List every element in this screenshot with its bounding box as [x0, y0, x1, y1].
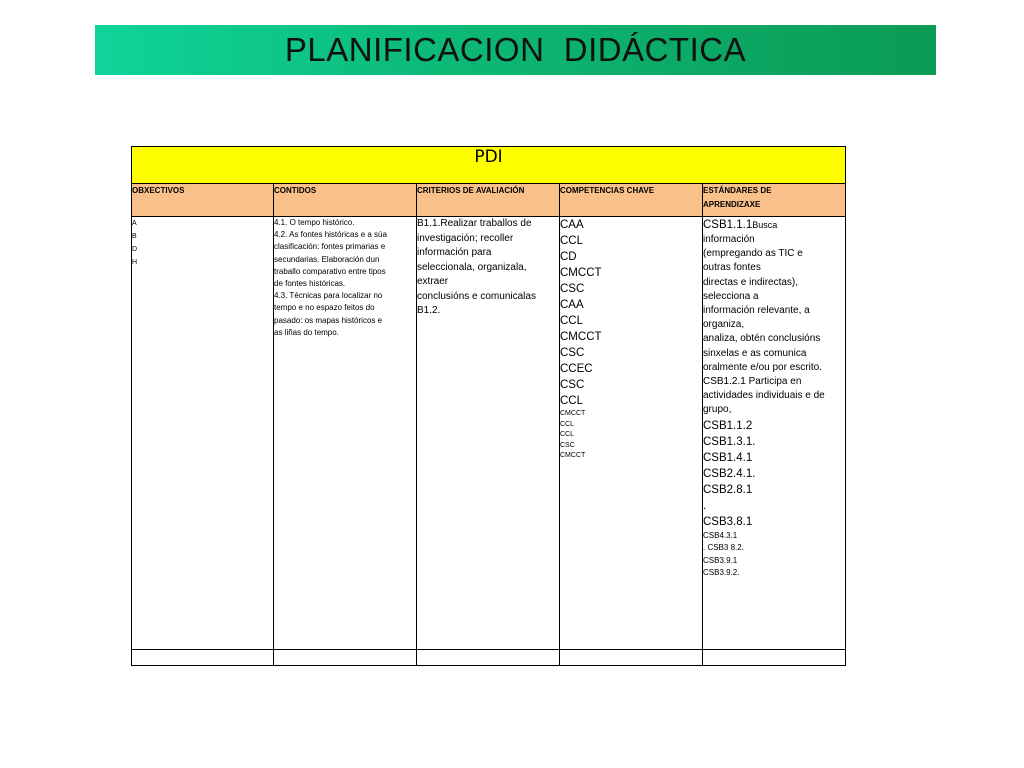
competence-item-small: CCL [560, 420, 575, 428]
content-line: secundarias. Elaboración dun [274, 254, 380, 264]
standards-cell [703, 217, 846, 650]
standard-text-line: sinxelas e as comunica [703, 347, 807, 359]
standard-code-small: . CSB3 8.2. [703, 543, 744, 553]
standard-code-line: CSB2.8.1 [703, 483, 753, 496]
empty-row [132, 650, 846, 666]
standard-text-line: directas e indirectas), [703, 276, 799, 288]
standard-first-word: Busca [752, 220, 778, 230]
standard-first-line [703, 217, 845, 233]
standard-code-line: CSB1.4.1 [703, 451, 753, 464]
empty-cell [274, 650, 417, 666]
content-line: 4.1. O tempo histórico. [274, 218, 355, 227]
standard-text-line: información [703, 234, 755, 245]
contents-cell [274, 217, 417, 650]
content-line: tempo e no espazo feitos do [274, 303, 375, 313]
competence-item: CCL [560, 315, 584, 327]
content-line: as liñas do tempo. [274, 327, 339, 337]
competence-item: CMCCT [560, 331, 602, 343]
content-line: clasificación: fontes primarias e [274, 242, 386, 252]
header-contents: CONTIDOS [274, 184, 417, 217]
empty-cell [703, 650, 846, 666]
criteria-line: investigación; recoller [417, 232, 514, 244]
standard-code-line: . [703, 499, 707, 512]
planning-table [131, 146, 846, 666]
standard-text-line: outras fontes [703, 262, 761, 274]
header-competences: COMPETENCIAS CHAVE [560, 184, 703, 217]
competence-item: CAA [560, 219, 584, 231]
criteria-line: B1.1.Realizar traballos de [417, 218, 532, 229]
criteria-cell [417, 217, 560, 650]
objective-item: A [132, 220, 137, 227]
objective-item: H [132, 259, 138, 266]
header-standards-line2: APRENDIZAXE [703, 200, 761, 209]
competence-item: CAA [560, 299, 584, 311]
objective-item: D [132, 246, 138, 253]
empty-cell [560, 650, 703, 666]
competences-cell [560, 217, 703, 650]
standard-code-line: CSB1.1.2 [703, 419, 753, 432]
criteria-line: extraer [417, 276, 449, 287]
header-standards [703, 184, 846, 217]
content-row [132, 217, 846, 650]
criteria-line: seleccionala, organizala, [417, 261, 527, 273]
standard-code-line: CSB3.8.1 [703, 515, 753, 528]
standard-text-line: actividades individuais e de [703, 390, 825, 402]
objective-item: B [132, 233, 137, 240]
standard-text-line: oralmente e/ou por escrito. [703, 361, 822, 373]
standard-text-line: CSB1.2.1 Participa en [703, 376, 802, 388]
standard-code-line: CSB2.4.1. [703, 467, 756, 480]
subject-row [132, 147, 846, 184]
competence-item: CCL [560, 235, 584, 247]
header-criteria: CRITERIOS DE AVALIACIÓN [417, 184, 560, 217]
objectives-cell [132, 217, 274, 650]
content-line: traballo comparativo entre tipos [274, 266, 386, 276]
criteria-line: información para [417, 247, 492, 258]
empty-cell [417, 650, 560, 666]
header-row [132, 184, 846, 217]
standard-text-line: organiza, [703, 319, 745, 331]
standard-text-line: (empregando as TIC e [703, 248, 803, 260]
header-standards-line1: ESTÁNDARES DE [703, 186, 772, 195]
standard-code-line: CSB1.3.1. [703, 435, 756, 448]
content-line: de fontes históricas. [274, 279, 346, 289]
competence-item: CSC [560, 283, 585, 295]
standard-code-small: CSB4.3.1 [703, 530, 738, 540]
subject-title: PDI [132, 147, 846, 184]
content-line: pasado: os mapas históricos e [274, 315, 383, 325]
standard-text-line: información relevante, a [703, 305, 810, 317]
standard-text-line: grupo, [703, 404, 732, 416]
competence-item-small: CMCCT [560, 452, 586, 459]
competence-item: CSC [560, 347, 585, 359]
competence-item-small: CMCCT [560, 410, 586, 417]
content-line: 4.2. As fontes históricas e a súa [274, 230, 387, 240]
competence-item: CCL [560, 395, 584, 407]
standard-text-line: selecciona a [703, 290, 759, 302]
competence-item: CSC [560, 379, 585, 391]
page-title: PLANIFICACION DIDÁCTICA [284, 31, 747, 68]
standard-text-line: analiza, obtén conclusións [703, 333, 821, 345]
standard-code-small: CSB3.9.2. [703, 568, 740, 578]
title-banner [95, 25, 936, 75]
content-line: 4.3. Técnicas para localizar no [274, 291, 383, 301]
header-objectives: OBXECTIVOS [132, 184, 274, 217]
competence-item: CD [560, 251, 577, 263]
criteria-line: conclusións e comunicalas [417, 290, 536, 302]
competence-item: CMCCT [560, 267, 602, 279]
empty-cell [132, 650, 274, 666]
criteria-line: B1.2. [417, 305, 441, 316]
competence-item: CCEC [560, 363, 593, 375]
competence-item-small: CSC [560, 441, 575, 449]
competence-item-small: CCL [560, 431, 575, 438]
standard-code-small: CSB3.9.1 [703, 555, 738, 565]
standard-code: CSB1.1.1 [703, 219, 753, 231]
